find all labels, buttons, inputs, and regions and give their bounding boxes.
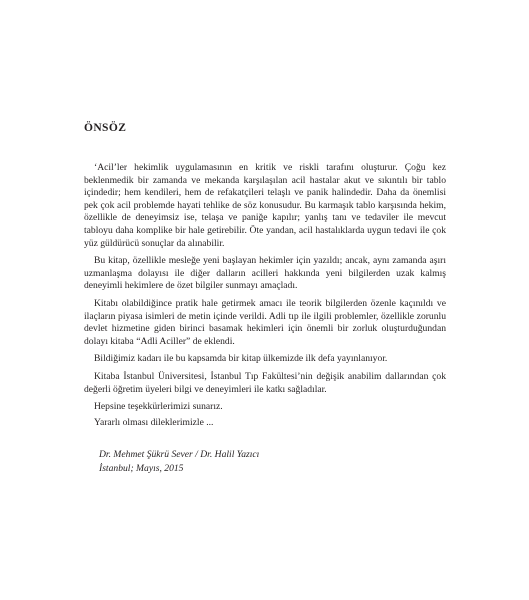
page-title: ÖNSÖZ <box>84 122 127 134</box>
paragraph-contributors: Kitaba İstanbul Üniversitesi, İstanbul Tıp Fakültesi’nin değişik anabilim dallarından çok değerli öğretim üyeleri bilgi ve deneyimleri ile katkı sağladılar. <box>84 370 446 395</box>
paragraph-intro: ‘Acil’ler hekimlik uygulamasının en kritik ve riskli tarafını oluşturur. Çoğu kez beklenmedik bir zamanda ve mekanda karşılaşılan acil hastalar akut ve sıkıntılı bir tablo içindedir; hem kendileri, hem de refakatçileri telaşlı ve panik halindedir. Daha da önemlisi pek çok acil problemde hayati tehlike de söz konusudur. Bu karmaşık tablo karşısında hekim, özellikle de deneyimsiz ise, telaşa ve paniğe kapılır; yanlış tanı ve tedaviler ile mevcut tabloyu daha komplike bir hale getirebilir. Öte yandan, acil hastalıklarda uygun tedavi ile çok yüz güldürücü sonuçlar da alınabilir. <box>84 162 446 249</box>
paragraph-first-book: Bildiğimiz kadarı ile bu kapsamda bir kitap ülkemizde ilk defa yayınlanıyor. <box>94 353 388 365</box>
signature-block <box>99 448 259 475</box>
signature-authors: Dr. Mehmet Şükrü Sever / Dr. Halil Yazıcı <box>99 449 260 460</box>
paragraph-practical: Kitabı olabildiğince pratik hale getirmek amacı ile teorik bilgilerden özenle kaçınıldı ve ilaçların piyasa isimleri de metin içinde verildi. Adli tıp ile ilgili problemler, özellikle zorunlu devlet hizmetine giden birinci basamak hekimleri için önemli bir zorluk oluşturduğundan dolayı kitaba “Adli Aciller” de eklendi. <box>84 297 446 347</box>
paragraph-wishes: Yararlı olması dileklerimizle ... <box>94 416 214 428</box>
paragraph-purpose: Bu kitap, özellikle mesleğe yeni başlayan hekimler için yazıldı; ancak, aynı zamanda aşırı uzmanlaşma dolayısı ile diğer dalların acilleri hakkında yeni bilgilerden uzak kalmış deneyimli hekimlere de özet bilgiler sunmayı amaçladı. <box>84 255 446 292</box>
paragraph-thanks: Hepsine teşekkürlerimizi sunarız. <box>94 401 223 413</box>
preface-body <box>84 162 446 432</box>
signature-place-date: İstanbul; Mayıs, 2015 <box>99 462 184 474</box>
